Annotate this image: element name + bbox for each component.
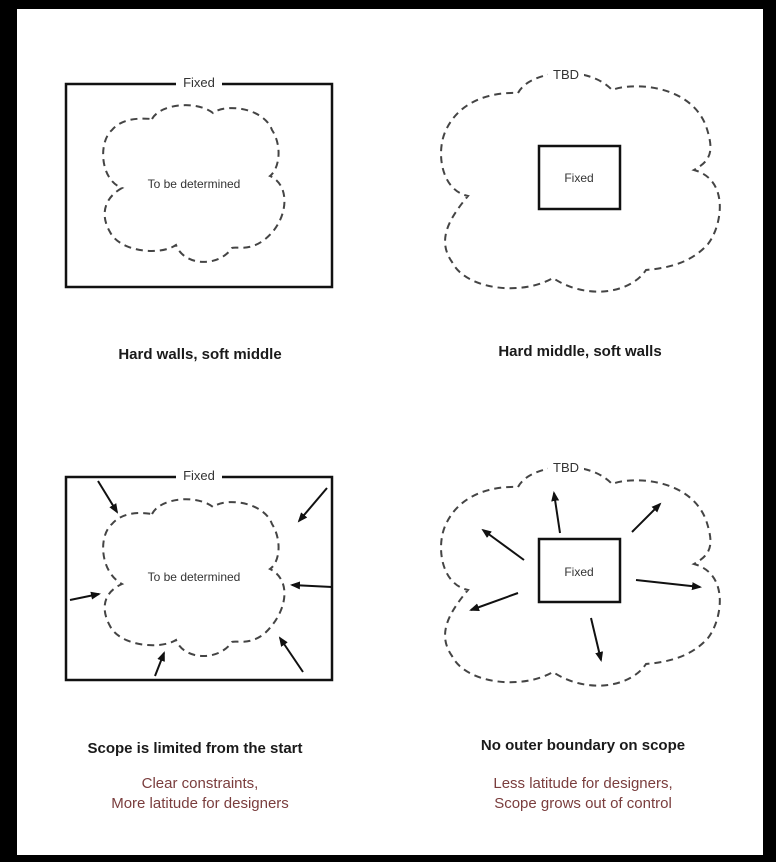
outward-arrow-icon <box>591 618 601 660</box>
diagram-hard-walls-soft-middle <box>66 74 332 287</box>
outward-arrow-icon <box>471 593 518 610</box>
caption-hard-middle-soft-walls: Hard middle, soft walls <box>498 343 662 360</box>
diagram-scope-limited <box>66 467 332 680</box>
inward-arrow-icon <box>280 638 303 672</box>
inward-arrow-icon <box>70 594 99 600</box>
outward-arrow-icon <box>554 493 560 533</box>
fixed-label: Fixed <box>564 171 594 185</box>
outward-arrow-icon <box>483 530 524 560</box>
fixed-label: Fixed <box>564 565 594 579</box>
subcaption-scope-limited-line2: More latitude for designers <box>111 795 289 812</box>
tbd-label: TBD <box>553 460 579 475</box>
tbd-label: TBD <box>553 67 579 82</box>
subcaption-scope-limited-line1: Clear constraints, <box>141 775 259 792</box>
outward-arrow-icon <box>632 504 660 532</box>
inward-arrow-icon <box>292 585 332 587</box>
caption-scope-limited: Scope is limited from the start <box>87 740 303 757</box>
inward-arrow-icon <box>98 481 117 512</box>
outward-arrow-icon <box>636 580 700 587</box>
fixed-label: Fixed <box>183 468 215 483</box>
inward-arrow-icon <box>299 488 327 521</box>
subcaption-no-outer-boundary-line1: Less latitude for designers, <box>493 775 673 792</box>
caption-no-outer-boundary: No outer boundary on scope <box>480 737 686 754</box>
diagram-no-outer-boundary <box>441 457 720 686</box>
subcaption-no-outer-boundary-line2: Scope grows out of control <box>494 795 672 812</box>
diagram-hard-middle-soft-walls <box>441 64 720 292</box>
tbd-label: To be determined <box>147 177 241 191</box>
caption-hard-walls-soft-middle: Hard walls, soft middle <box>118 346 282 363</box>
tbd-label: To be determined <box>147 570 241 584</box>
inward-arrow-icon <box>155 653 164 676</box>
fixed-label: Fixed <box>183 75 215 90</box>
